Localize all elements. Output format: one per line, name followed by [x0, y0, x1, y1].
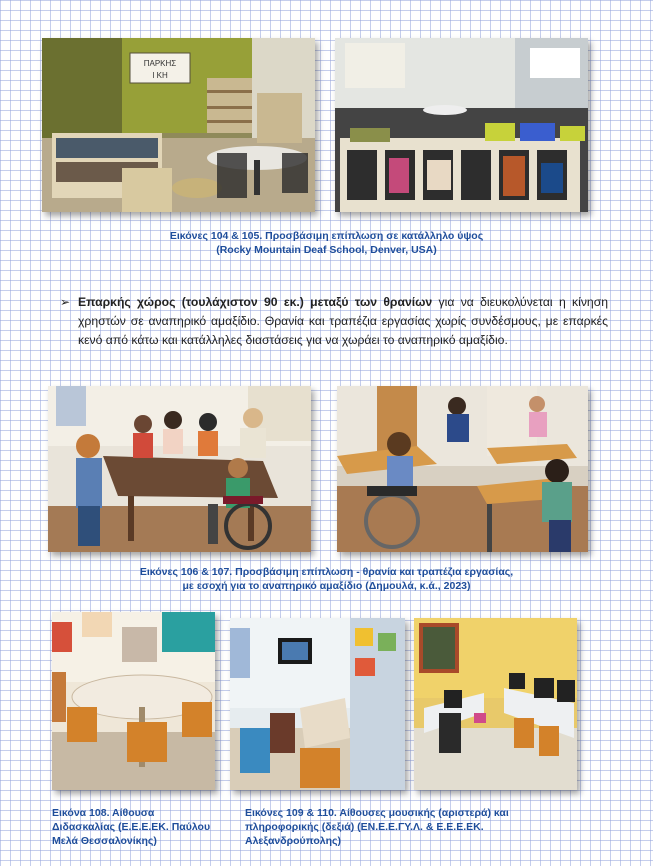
sign-text-line1: ΠΑΡΚΗΣ — [143, 59, 177, 68]
caption-109-110 — [245, 806, 585, 848]
caption-108 — [52, 806, 242, 848]
caption-104-105 — [0, 229, 653, 257]
bullet-arrow-icon: ➢ — [60, 295, 71, 309]
photo-110-computer-lab — [414, 618, 577, 790]
caption-109-110-line1: Εικόνες 109 & 110. Αίθουσες μουσικής (αριστερά) και — [245, 807, 509, 819]
sign-text-line2: Ι ΚΗ — [152, 71, 168, 80]
caption-106-107 — [0, 565, 653, 593]
caption-108-line1: Εικόνα 108. Αίθουσα — [52, 807, 155, 819]
caption-108-line3: Μελά Θεσσαλονίκης) — [52, 835, 157, 847]
caption-108-line2: Διδασκαλίας (Ε.Ε.Ε.ΕΚ. Παύλου — [52, 821, 211, 833]
bullet-bold-text: Επαρκής χώρος (τουλάχιστον 90 εκ.) μεταξύ των θρανίων — [78, 295, 433, 309]
caption-104-105-line1: Εικόνες 104 & 105. Προσβάσιμη επίπλωση σε κατάλληλο ύψος — [169, 230, 484, 242]
photo-108-classroom — [52, 612, 215, 790]
photo-104-library — [42, 38, 315, 212]
photo-106-classroom-table — [48, 386, 311, 552]
photo-109-music-room — [230, 618, 405, 790]
caption-104-105-line2: (Rocky Mountain Deaf School, Denver, USA) — [216, 244, 437, 256]
bullet-paragraph — [60, 293, 609, 350]
caption-106-107-line1: Εικόνες 106 & 107. Προσβάσιμη επίπλωση - θρανία και τραπέζια εργασίας, — [139, 566, 514, 578]
bullet-rest-text: για να διευκολύνεται η κίνηση χρηστών σε αναπηρικό αμαξίδιο. Θρανία και τραπέζια εργασίας χωρίς συνδέσμους, με επαρκές κενό από κάτω και κατάλληλες διαστάσεις για να χωράει το αναπηρικό αμαξίδιο. — [78, 295, 609, 347]
photo-107-wheelchair-desk — [337, 386, 588, 552]
caption-109-110-line3: Αλεξανδρούπολης) — [245, 835, 342, 847]
photo-105-cubbies — [335, 38, 588, 212]
caption-106-107-line2: με εσοχή για το αναπηρικό αμαξίδιο (Δημουλά, κ.ά., 2023) — [182, 580, 471, 592]
caption-109-110-line2: πληροφορικής (δεξιά) (ΕΝ.Ε.Ε.ΓΥ.Λ. & Ε.Ε.Ε.ΕΚ. — [245, 821, 484, 833]
